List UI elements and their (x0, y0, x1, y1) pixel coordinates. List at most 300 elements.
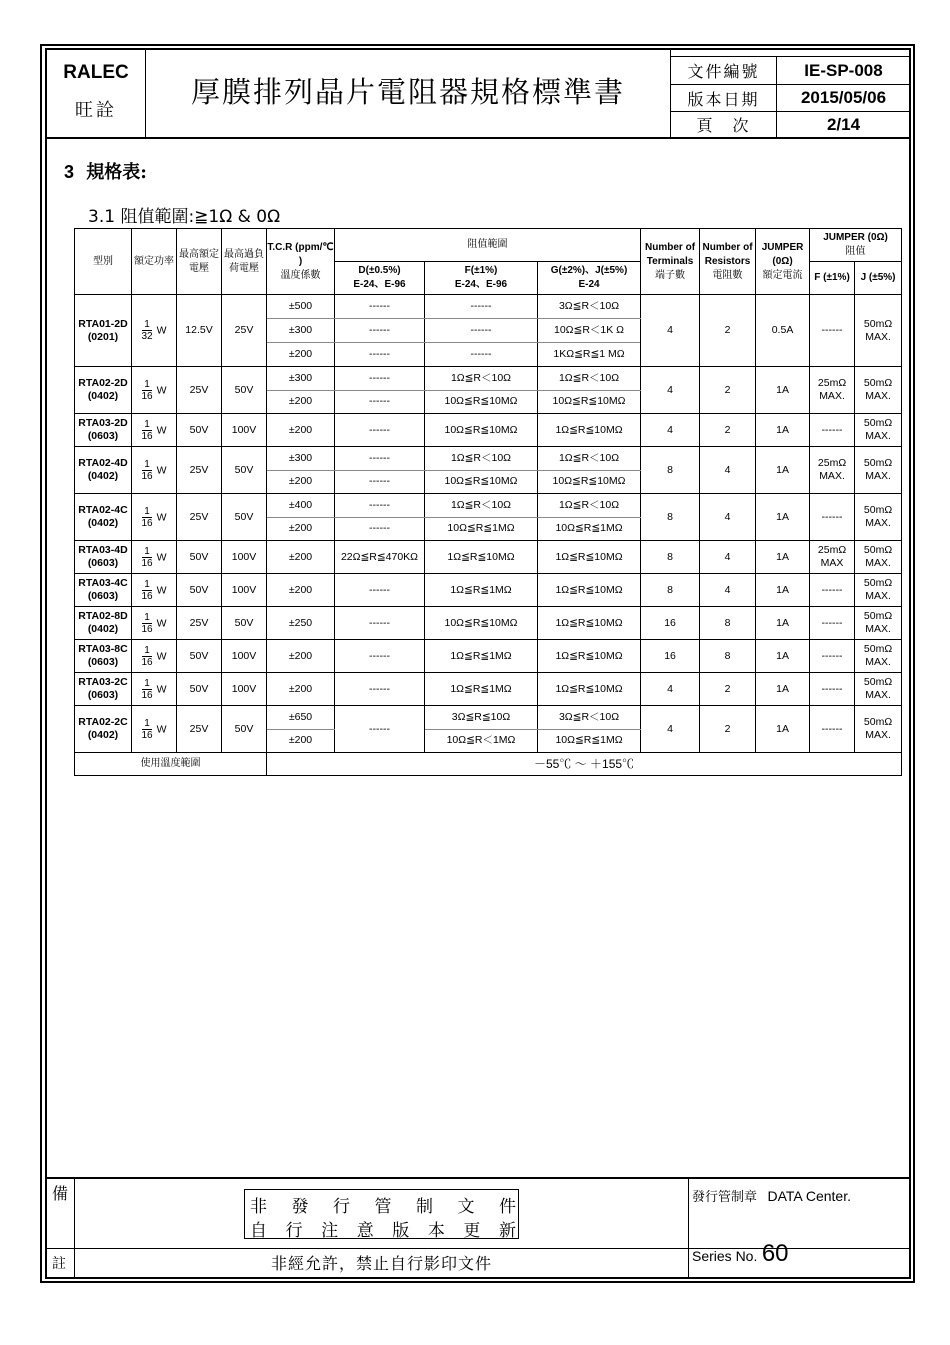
power-denominator: 16 (141, 470, 153, 482)
model-name: RTA01-2D (78, 317, 128, 330)
d-range-cell: ------ (335, 295, 425, 319)
power-fraction (141, 506, 152, 529)
header-jumper-res-zh: 阻值 (845, 246, 866, 257)
d-range-cell: ------ (335, 470, 425, 494)
tcr-cell: ±300 (267, 367, 335, 391)
power-denominator: 32 (141, 331, 153, 342)
jumper-j-cell: 50mΩ MAX. (855, 673, 902, 706)
header-terminals-en: Number of Terminals (645, 241, 696, 267)
model-cell (75, 607, 132, 640)
temperature-value: －55℃ ～ ＋155℃ (267, 753, 902, 776)
remark-char-1: 備 (52, 1184, 69, 1203)
rated-voltage-cell: 25V (177, 494, 222, 541)
model-package: (0603) (87, 656, 119, 668)
section-heading (64, 158, 147, 184)
page-label: 頁 次 (696, 116, 751, 135)
power-unit: W (156, 383, 167, 396)
jumper-j-cell: 50mΩ MAX. (855, 414, 902, 447)
tcr-cell: ±200 (267, 541, 335, 574)
notice-no-copy: 非經允許，禁止自行影印文件 (270, 1254, 492, 1273)
table-row (75, 706, 902, 730)
rated-voltage-cell: 25V (177, 706, 222, 753)
f-range-cell: 1Ω≦R＜10Ω (425, 494, 538, 518)
resistors-cell: 4 (700, 494, 756, 541)
version-date-value: 2015/05/06 (800, 88, 887, 107)
header-d-column (335, 262, 425, 295)
table-row (75, 414, 902, 447)
terminals-cell: 4 (641, 295, 700, 367)
model-cell (75, 295, 132, 367)
doc-no-label: 文件編號 (687, 62, 760, 81)
power-numerator: 1 (144, 378, 150, 390)
terminals-cell: 8 (641, 574, 700, 607)
power-numerator: 1 (144, 505, 150, 517)
power-numerator: 1 (144, 677, 150, 689)
power-unit: W (156, 682, 167, 695)
model-package: (0402) (87, 729, 119, 741)
terminals-cell: 16 (641, 640, 700, 673)
rated-voltage-cell: 50V (177, 673, 222, 706)
g-range-cell: 10Ω≦R≦1MΩ (538, 729, 641, 753)
jumper-f-cell: 25mΩ MAX. (810, 447, 855, 494)
table-row (75, 673, 902, 706)
model-name: RTA02-2D (78, 377, 128, 389)
jumper-j-cell: 50mΩ MAX. (855, 367, 902, 414)
d-range-cell: ------ (335, 706, 425, 753)
f-range-cell: ------ (425, 343, 538, 367)
company-name-en: RALEC (63, 62, 129, 83)
jumper-f-cell: ------ (810, 607, 855, 640)
footer-remark-divider (74, 1178, 75, 1277)
power-fraction (141, 419, 152, 442)
rated-voltage-cell: 25V (177, 447, 222, 494)
jumper-f-cell: ------ (810, 414, 855, 447)
version-date-label: 版本日期 (687, 89, 760, 109)
model-cell (75, 414, 132, 447)
jumper-f-cell: ------ (810, 673, 855, 706)
overload-voltage-cell: 25V (222, 295, 267, 367)
tcr-cell: ±300 (267, 447, 335, 471)
jumper-f-cell: 25mΩ MAX (810, 541, 855, 574)
overload-voltage-cell: 100V (222, 574, 267, 607)
f-range-cell: 10Ω≦R≦10MΩ (425, 414, 538, 447)
temperature-label: 使用溫度範圍 (75, 753, 267, 776)
power-cell (132, 367, 177, 414)
header-jumper-current-zh: 額定電流 (762, 269, 803, 281)
tcr-cell: ±200 (267, 470, 335, 494)
resistors-cell: 2 (700, 414, 756, 447)
stamp-line (692, 1186, 851, 1205)
power-cell (132, 447, 177, 494)
resistors-cell: 2 (700, 295, 756, 367)
f-range-cell: 10Ω≦R≦10MΩ (425, 470, 538, 494)
power-fraction (141, 645, 152, 668)
jumper-j-cell: 50mΩ MAX. (855, 541, 902, 574)
overload-voltage-cell: 100V (222, 541, 267, 574)
jumper-current-cell: 1A (756, 447, 810, 494)
footer-stamp-divider (688, 1178, 689, 1277)
terminals-cell: 4 (641, 367, 700, 414)
model-name: RTA02-8D (78, 610, 128, 622)
footer-top-border (46, 1177, 910, 1179)
header-jumper-current-en: JUMPER (0Ω) (761, 241, 804, 267)
power-unit: W (156, 324, 167, 337)
terminals-cell: 8 (641, 541, 700, 574)
g-range-cell: 10Ω≦R＜1K Ω (538, 319, 641, 343)
rated-voltage-cell: 25V (177, 607, 222, 640)
model-name: RTA03-8C (78, 643, 128, 655)
d-range-cell: ------ (335, 607, 425, 640)
table-row (75, 447, 902, 471)
power-fraction (141, 678, 152, 701)
notice-uncontrolled: 非發行管制文件 (250, 1197, 516, 1217)
f-range-cell: ------ (425, 295, 538, 319)
power-fraction (141, 459, 152, 482)
model-cell (75, 447, 132, 494)
jumper-f-cell: ------ (810, 494, 855, 541)
jumper-j-cell: 50mΩ MAX. (855, 295, 902, 367)
section-title: 規格表: (86, 162, 147, 183)
overload-voltage-cell: 100V (222, 673, 267, 706)
section-number: 3 (64, 162, 75, 182)
model-name: RTA03-2D (78, 417, 128, 429)
g-range-cell: 1Ω≦R≦10MΩ (538, 607, 641, 640)
header-f-column (425, 262, 538, 295)
power-denominator: 16 (141, 729, 153, 741)
power-cell (132, 414, 177, 447)
g-range-cell: 1KΩ≦R≦1 MΩ (538, 343, 641, 367)
jumper-current-cell: 1A (756, 640, 810, 673)
g-range-cell: 3Ω≦R＜10Ω (538, 295, 641, 319)
resistors-cell: 2 (700, 673, 756, 706)
model-name: RTA03-4D (78, 544, 128, 556)
d-range-cell: ------ (335, 367, 425, 391)
overload-voltage-cell: 100V (222, 414, 267, 447)
g-range-cell: 10Ω≦R≦1MΩ (538, 517, 641, 541)
jumper-j-cell: 50mΩ MAX. (855, 640, 902, 673)
power-unit: W (156, 616, 167, 629)
power-unit: W (156, 722, 167, 735)
notice-check-version: 自行注意版本更新 (250, 1221, 516, 1241)
model-name: RTA02-2C (78, 716, 128, 728)
rated-voltage-cell: 50V (177, 414, 222, 447)
power-unit: W (156, 510, 167, 523)
power-denominator: 16 (141, 656, 153, 668)
power-fraction (141, 379, 152, 402)
jumper-j-cell: 50mΩ MAX. (855, 607, 902, 640)
jumper-current-cell: 1A (756, 494, 810, 541)
company-name-zh: 旺詮 (75, 100, 117, 121)
f-range-cell: 3Ω≦R≦10Ω (425, 706, 538, 730)
model-package: (0603) (87, 557, 119, 569)
power-fraction (141, 718, 152, 741)
header-f-col-2: E-24、E-96 (454, 279, 508, 290)
header-g-col-1: G(±2%)、J(±5%) (550, 265, 628, 276)
power-cell (132, 640, 177, 673)
tcr-cell: ±200 (267, 390, 335, 414)
g-range-cell: 1Ω≦R≦10MΩ (538, 574, 641, 607)
tcr-cell: ±200 (267, 517, 335, 541)
f-range-cell: 1Ω≦R≦1MΩ (425, 574, 538, 607)
model-cell (75, 574, 132, 607)
overload-voltage-cell: 50V (222, 447, 267, 494)
g-range-cell: 1Ω≦R≦10MΩ (538, 640, 641, 673)
power-denominator: 16 (141, 590, 153, 602)
g-range-cell: 10Ω≦R≦10MΩ (538, 390, 641, 414)
f-range-cell: 1Ω≦R≦10MΩ (425, 541, 538, 574)
power-denominator: 16 (141, 623, 153, 635)
d-range-cell: ------ (335, 414, 425, 447)
header-tcr-zh: 溫度係數 (280, 269, 321, 281)
power-unit: W (156, 583, 167, 596)
overload-voltage-cell: 50V (222, 367, 267, 414)
tcr-cell: ±200 (267, 343, 335, 367)
header-jumper-j: J (±5%) (855, 262, 902, 295)
page-value: 2/14 (826, 114, 861, 134)
header-max-rated-voltage: 最高額定電壓 (177, 229, 222, 295)
jumper-current-cell: 1A (756, 607, 810, 640)
header-jumper-resistance (810, 229, 902, 262)
rated-voltage-cell: 50V (177, 574, 222, 607)
jumper-current-cell: 1A (756, 541, 810, 574)
document-title: 厚膜排列晶片電阻器規格標準書 (190, 75, 625, 109)
d-range-cell: 22Ω≦R≦470KΩ (335, 541, 425, 574)
g-range-cell: 1Ω≦R≦10MΩ (538, 673, 641, 706)
header-max-overload-voltage: 最高過負荷電壓 (222, 229, 267, 295)
f-range-cell: 10Ω≦R＜1MΩ (425, 729, 538, 753)
power-denominator: 16 (141, 517, 153, 529)
header-tcr-en: T.C.R (ppm/℃ ) (267, 241, 334, 267)
d-range-cell: ------ (335, 494, 425, 518)
model-name: RTA03-4C (78, 577, 128, 589)
g-range-cell: 1Ω≦R≦10MΩ (538, 414, 641, 447)
g-range-cell: 1Ω≦R＜10Ω (538, 367, 641, 391)
table-row (75, 607, 902, 640)
power-cell (132, 295, 177, 367)
table-row (75, 367, 902, 391)
d-range-cell: ------ (335, 673, 425, 706)
jumper-f-cell: ------ (810, 295, 855, 367)
tcr-cell: ±200 (267, 673, 335, 706)
header-resistors (700, 229, 756, 295)
overload-voltage-cell: 50V (222, 607, 267, 640)
model-cell (75, 706, 132, 753)
rated-voltage-cell: 25V (177, 367, 222, 414)
temperature-row (75, 753, 902, 776)
overload-voltage-cell: 50V (222, 494, 267, 541)
tcr-cell: ±200 (267, 640, 335, 673)
power-fraction (141, 579, 152, 602)
terminals-cell: 4 (641, 414, 700, 447)
jumper-j-cell: 50mΩ MAX. (855, 574, 902, 607)
power-numerator: 1 (144, 578, 150, 590)
tcr-cell: ±200 (267, 414, 335, 447)
power-unit: W (156, 550, 167, 563)
tcr-cell: ±400 (267, 494, 335, 518)
terminals-cell: 4 (641, 706, 700, 753)
power-numerator: 1 (144, 319, 150, 330)
header-resistors-en: Number of Resistors (702, 241, 753, 267)
resistors-cell: 2 (700, 367, 756, 414)
jumper-f-cell: ------ (810, 706, 855, 753)
header-jumper-f: F (±1%) (810, 262, 855, 295)
jumper-j-cell: 50mΩ MAX. (855, 447, 902, 494)
doc-no-value: IE-SP-008 (804, 60, 883, 80)
d-range-cell: ------ (335, 343, 425, 367)
power-denominator: 16 (141, 689, 153, 701)
model-package: (0201) (87, 330, 119, 343)
power-denominator: 16 (141, 430, 153, 442)
header-g-column (538, 262, 641, 295)
overload-voltage-cell: 100V (222, 640, 267, 673)
model-package: (0603) (87, 689, 119, 701)
power-numerator: 1 (144, 644, 150, 656)
power-fraction (141, 546, 152, 569)
series-line (692, 1240, 789, 1268)
terminals-cell: 8 (641, 447, 700, 494)
header-d-col-2: E-24、E-96 (353, 279, 406, 290)
jumper-current-cell: 1A (756, 367, 810, 414)
power-unit: W (156, 463, 167, 476)
d-range-cell: ------ (335, 574, 425, 607)
header-g-col-2: E-24 (578, 279, 600, 290)
header-bottom-border (46, 137, 910, 139)
power-numerator: 1 (144, 458, 150, 470)
power-unit: W (156, 649, 167, 662)
resistors-cell: 4 (700, 574, 756, 607)
header-power: 額定功率 (132, 229, 177, 295)
power-cell (132, 607, 177, 640)
f-range-cell: 10Ω≦R≦10MΩ (425, 607, 538, 640)
tcr-cell: ±200 (267, 574, 335, 607)
rated-voltage-cell: 50V (177, 640, 222, 673)
model-name: RTA03-2C (78, 676, 128, 688)
table-row (75, 295, 902, 319)
model-package: (0402) (87, 470, 119, 482)
d-range-cell: ------ (335, 517, 425, 541)
d-range-cell: ------ (335, 447, 425, 471)
table-row (75, 541, 902, 574)
header-resistors-zh: 電阻數 (712, 269, 743, 281)
resistors-cell: 4 (700, 447, 756, 494)
model-cell (75, 541, 132, 574)
model-cell (75, 673, 132, 706)
tcr-cell: ±250 (267, 607, 335, 640)
model-package: (0603) (87, 430, 119, 442)
tcr-cell: ±500 (267, 295, 335, 319)
header-resistance-range: 阻值範圍 (335, 229, 641, 262)
power-cell (132, 541, 177, 574)
tcr-cell: ±300 (267, 319, 335, 343)
f-range-cell: 1Ω≦R≦1MΩ (425, 673, 538, 706)
jumper-f-cell: ------ (810, 640, 855, 673)
power-numerator: 1 (144, 418, 150, 430)
d-range-cell: ------ (335, 640, 425, 673)
jumper-j-cell: 50mΩ MAX. (855, 494, 902, 541)
d-range-cell: ------ (335, 390, 425, 414)
stamp-value: DATA Center. (767, 1188, 851, 1204)
model-package: (0402) (87, 517, 119, 529)
spec-table (74, 228, 902, 776)
terminals-cell: 4 (641, 673, 700, 706)
g-range-cell: 10Ω≦R≦10MΩ (538, 470, 641, 494)
model-cell (75, 367, 132, 414)
remark-char-2: 註 (52, 1256, 66, 1272)
jumper-f-cell: ------ (810, 574, 855, 607)
power-cell (132, 494, 177, 541)
g-range-cell: 1Ω≦R＜10Ω (538, 447, 641, 471)
table-row (75, 494, 902, 518)
power-unit: W (156, 423, 167, 436)
model-name: RTA02-4C (78, 504, 128, 516)
g-range-cell: 1Ω≦R＜10Ω (538, 494, 641, 518)
power-fraction (141, 319, 152, 342)
resistors-cell: 4 (700, 541, 756, 574)
header-d-col-1: D(±0.5%) (358, 265, 401, 276)
stamp-label: 發行管制章 (692, 1190, 758, 1205)
subsection-heading: 3.1 阻值範圍:≧1Ω & 0Ω (88, 207, 281, 227)
resistors-cell: 2 (700, 706, 756, 753)
model-name: RTA02-4D (78, 457, 128, 469)
rated-voltage-cell: 50V (177, 541, 222, 574)
series-label: Series No. (692, 1248, 758, 1264)
header-jumper-res-en: JUMPER (0Ω) (823, 232, 888, 243)
power-numerator: 1 (144, 545, 150, 557)
jumper-current-cell: 0.5A (756, 295, 810, 367)
power-cell (132, 574, 177, 607)
model-package: (0402) (87, 623, 119, 635)
f-range-cell: ------ (425, 319, 538, 343)
model-cell (75, 494, 132, 541)
g-range-cell: 3Ω≦R＜10Ω (538, 706, 641, 730)
power-fraction (141, 612, 152, 635)
header-tcr (267, 229, 335, 295)
header-terminals-zh: 端子數 (655, 269, 686, 281)
header-jumper-current (756, 229, 810, 295)
table-row (75, 574, 902, 607)
table-row (75, 640, 902, 673)
jumper-current-cell: 1A (756, 414, 810, 447)
resistors-cell: 8 (700, 607, 756, 640)
power-denominator: 16 (141, 390, 153, 402)
f-range-cell: 10Ω≦R≦10MΩ (425, 390, 538, 414)
tcr-cell: ±650 (267, 706, 335, 730)
header-f-col-1: F(±1%) (464, 265, 498, 276)
f-range-cell: 1Ω≦R＜10Ω (425, 447, 538, 471)
f-range-cell: 1Ω≦R≦1MΩ (425, 640, 538, 673)
resistors-cell: 8 (700, 640, 756, 673)
tcr-cell: ±200 (267, 729, 335, 753)
g-range-cell: 1Ω≦R≦10MΩ (538, 541, 641, 574)
header-terminals (641, 229, 700, 295)
model-package: (0402) (87, 390, 119, 402)
jumper-f-cell: 25mΩ MAX. (810, 367, 855, 414)
model-cell (75, 640, 132, 673)
power-numerator: 1 (144, 717, 150, 729)
model-package: (0603) (87, 590, 119, 602)
f-range-cell: 10Ω≦R≦1MΩ (425, 517, 538, 541)
power-denominator: 16 (141, 557, 153, 569)
jumper-current-cell: 1A (756, 706, 810, 753)
d-range-cell: ------ (335, 319, 425, 343)
power-cell (132, 673, 177, 706)
terminals-cell: 16 (641, 607, 700, 640)
series-value: 60 (761, 1240, 789, 1267)
jumper-j-cell: 50mΩ MAX. (855, 706, 902, 753)
power-numerator: 1 (144, 611, 150, 623)
terminals-cell: 8 (641, 494, 700, 541)
power-cell (132, 706, 177, 753)
